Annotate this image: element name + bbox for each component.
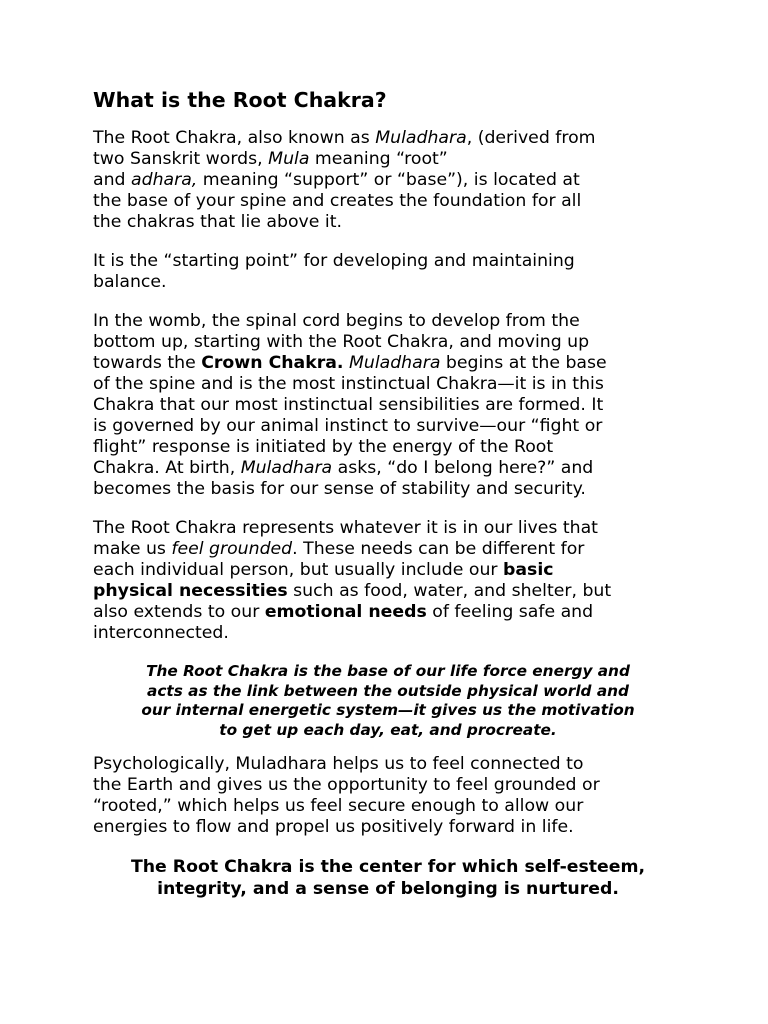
text-run: such as food, water, and shelter, but: [287, 581, 612, 601]
italic-term: Muladhara: [348, 353, 441, 373]
text-line: [93, 170, 683, 191]
text-line: energies to flow and propel us positively forward in life.: [93, 817, 574, 837]
text-line: balance.: [93, 272, 167, 292]
text-run: . These needs can be different for: [292, 539, 585, 559]
bold-term: basic: [503, 560, 554, 580]
text-line: [93, 458, 683, 479]
text-run: Chakra. At birth,: [93, 458, 241, 478]
text-run: make us: [93, 539, 172, 559]
quote-line: to get up each day, eat, and procreate.: [219, 720, 557, 739]
italic-term: Mula: [268, 149, 310, 169]
text-line: It is the “starting point” for developing and maintaining: [93, 251, 575, 271]
text-run: meaning “support” or “base”), is located at: [197, 170, 580, 190]
bold-term: physical necessities: [93, 581, 288, 601]
text-line: Psychologically, Muladhara helps us to feel connected to: [93, 754, 584, 774]
text-run: , (derived from: [466, 128, 596, 148]
italic-term: adhara,: [131, 170, 198, 190]
text-line: [93, 581, 683, 602]
text-run: asks, “do I belong here?” and: [332, 458, 594, 478]
text-line: becomes the basis for our sense of stability and security.: [93, 479, 586, 499]
italic-term: Muladhara: [240, 458, 333, 478]
text-line: interconnected.: [93, 623, 229, 643]
page-title: What is the Root Chakra?: [93, 88, 387, 112]
text-run: each individual person, but usually include our: [93, 560, 503, 580]
text-line: flight” response is initiated by the energy of the Root: [93, 437, 554, 457]
text-line: is governed by our animal instinct to survive—our “fight or: [93, 416, 603, 436]
pull-quote: [93, 662, 683, 740]
text-line: the chakras that lie above it.: [93, 212, 342, 232]
paragraph-represents: [93, 518, 683, 644]
text-line: [93, 560, 683, 581]
text-line: of the spine and is the most instinctual Chakra—it is in this: [93, 374, 604, 394]
text-line: “rooted,” which helps us feel secure enough to allow our: [93, 796, 584, 816]
text-run: two Sanskrit words,: [93, 149, 269, 169]
quote-line: The Root Chakra is the base of our life force energy and: [146, 662, 630, 680]
closing-line: The Root Chakra is the center for which self-esteem,: [130, 857, 646, 877]
text-line: bottom up, starting with the Root Chakra, and moving up: [93, 332, 590, 352]
paragraph-intro: [93, 128, 683, 233]
quote-line: our internal energetic system—it gives us the motivation: [141, 701, 635, 719]
paragraph-womb: [93, 311, 683, 500]
closing-line: integrity, and a sense of belonging is nurtured.: [157, 879, 619, 899]
text-run: meaning “root”: [309, 149, 448, 169]
text-line: [93, 353, 683, 374]
text-line: [93, 128, 683, 149]
text-run: begins at the base: [440, 353, 607, 373]
text-run: towards the: [93, 353, 202, 373]
text-line: the base of your spine and creates the foundation for all: [93, 191, 582, 211]
text-line: Chakra that our most instinctual sensibilities are formed. It: [93, 395, 604, 415]
text-line: [93, 539, 683, 560]
document-page: [93, 86, 683, 900]
text-run: also extends to our: [93, 602, 265, 622]
closing-statement: [93, 856, 683, 900]
text-line: [93, 602, 683, 623]
text-line: The Root Chakra represents whatever it is in our lives that: [93, 518, 598, 538]
text-line: the Earth and gives us the opportunity to feel grounded or: [93, 775, 600, 795]
italic-term: Muladhara: [375, 128, 467, 148]
italic-term: feel grounded: [171, 539, 293, 559]
bold-term: Crown Chakra.: [201, 353, 344, 373]
text-line: [93, 149, 683, 170]
text-run: of feeling safe and: [426, 602, 594, 622]
text-line: In the womb, the spinal cord begins to develop from the: [93, 311, 580, 331]
text-run: and: [93, 170, 132, 190]
paragraph-starting-point: [93, 251, 683, 293]
bold-term: emotional needs: [264, 602, 427, 622]
quote-line: acts as the link between the outside physical world and: [147, 681, 629, 700]
paragraph-psychologically: [93, 754, 683, 838]
text-run: The Root Chakra, also known as: [93, 128, 376, 148]
